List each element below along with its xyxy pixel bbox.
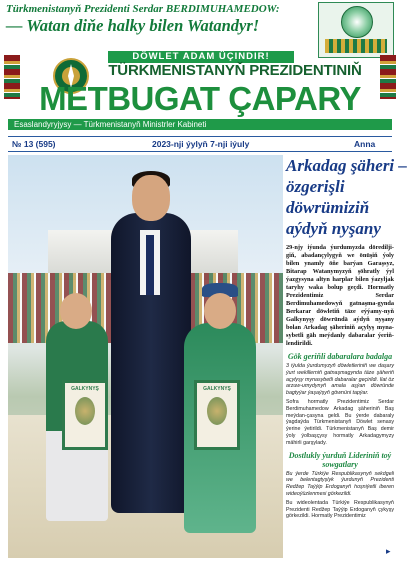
issue-number: № 13 (595) <box>12 139 56 149</box>
top-quote-text: — Watan diňe halky bilen Watandyr! <box>6 16 260 35</box>
motto-banner: DÖWLET ADAM ÜÇINDIR! <box>108 51 294 63</box>
article-paragraph: Bu ýerde Türkiýe Respublikasynyň sekdgeli we belentagtyşlyk ýurdunyň Prezidenti Redžep Taýýip Erdoganyň hoşniýetli iberen wideoýüzlenmesi görkezildi. <box>286 470 394 497</box>
diploma-emblem-icon <box>207 397 227 425</box>
top-quote <box>6 3 296 35</box>
diploma-emblem-icon <box>75 397 95 425</box>
headline-line: özgerişli <box>286 177 345 196</box>
article-lead: 29-njy iýunda ýurdumyzda döredilji-giň, abadançylygyň we önüşiň ýoly bilen ynamly öňe barýan Garaşsyz, Bitarap Watanymyzyň şöhratly ýyl ýazgysyna altyn harplar bilen ýazyljak taryhy waka bolup geçdi. Hormatly Prezidentimiz Serdar Berdimuhamedowyň gatnaşma-gynda Berkarar döwletiň täze eýýamy-nyň Galkynyşy döwründä aýdyň nyşany bolan Arkadag şäheriniň açylyş myna-sybetli gäh meýdanly dabaralar ýeriň-lendirildi. <box>286 244 394 347</box>
photo-boy-head <box>60 293 92 329</box>
front-page-photo <box>8 155 283 558</box>
photo-man-head <box>132 175 170 221</box>
issue-date: 2023-nji ýylyň 7-nji iýuly <box>152 139 250 149</box>
issue-weekday: Anna <box>354 139 376 149</box>
headline-line: döwrümiziň <box>286 198 370 217</box>
founder-bar: Esaslandyryjysy — Türkmenistanyň Ministrler Kabineti <box>8 119 392 130</box>
article-subheading: Gök geriňli dabaralara badalga <box>287 352 393 361</box>
headline-line: aýdyň nyşany <box>286 219 381 238</box>
masthead-title-line1: TÜRKMENISTANYŇ PREZIDENTINIŇ <box>108 62 362 79</box>
article-headline <box>286 155 407 239</box>
photo-girl-head <box>204 293 236 329</box>
diploma-label: GALKYNYŞ <box>203 386 231 392</box>
issue-info-bar <box>8 139 392 150</box>
article-subheading: Dostlukly ýurduň Lideriniň toý sowgatlary <box>288 450 392 469</box>
photo-man-tie <box>146 235 154 295</box>
state-emblem-image <box>318 2 394 58</box>
photo-diploma-right <box>194 380 240 450</box>
headline-line: Arkadag şäheri – <box>286 156 407 175</box>
article-paragraph: 3 iýulda ýurdumyzyň döwletleriniň we daşary ýurt wekillerniň gatnaşmagynda täze şäheriň açylyşy mynasybetli dabaralar geçirildi. Ilat öz arzuw-umydynyň amala aşýan döwründe bagtyýar ýaşaýşyň göwnüni tapýar. <box>286 363 394 397</box>
continue-arrow-icon: ▸ <box>386 546 391 556</box>
emblem-circle-icon <box>341 6 373 38</box>
lead-article <box>286 155 407 555</box>
issue-divider-top <box>8 136 392 137</box>
photo-diploma-left <box>62 380 108 450</box>
masthead-title-line2: METBUGAT ÇAPARY <box>39 80 361 117</box>
top-quote-attribution: Türkmenistanyň Prezidenti Serdar BERDIMUHAMEDOW: <box>6 3 280 15</box>
article-paragraph: Bu wideolentada Türkiýe Respublikasynyň Prezidenti Redžep Taýýip Erdoganyň çykyşy görkezildi. Hormatly Prezidentimiz <box>286 499 394 520</box>
emblem-carpet-icon <box>325 39 387 53</box>
diploma-label: GALKYNYŞ <box>71 386 99 392</box>
issue-divider-bottom <box>8 151 392 152</box>
article-paragraph: Sofra hormatly Prezidentimiz Serdar Berdimuhamedow Arkadag şäheriniň Baş meýdan-çasyna geldi. Bu ýerde dabaraly ýagdaýda Türkmenistanyň Döwlet senasy ýerine ýetirildi. Türkmenistanyň Baş demir ýoly ýolbaşçysy hormatly Arkadagymyzy mähirli garşylady. <box>286 398 394 446</box>
